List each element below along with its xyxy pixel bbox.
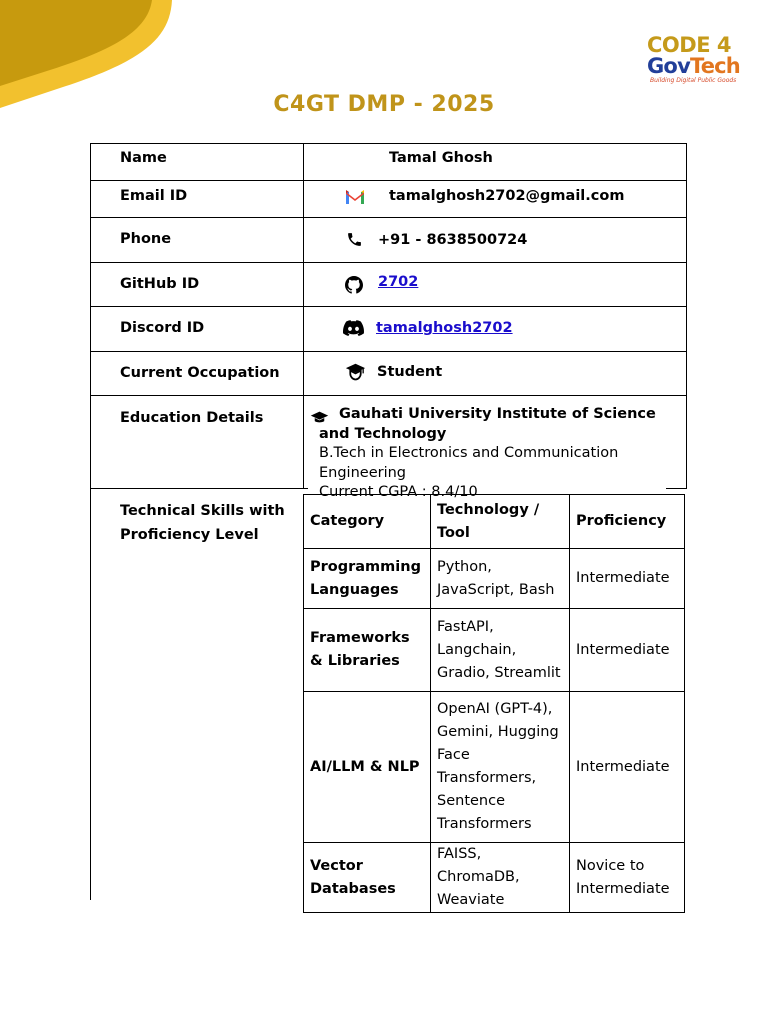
column-divider (303, 143, 304, 488)
skill-tools: OpenAI (GPT-4), Gemini, Hugging Face Transformers, Sentence Transformers (431, 692, 570, 843)
row-divider (90, 306, 687, 307)
skill-tools: FastAPI, Langchain, Gradio, Streamlit (431, 609, 570, 692)
skill-category: Vector Databases (304, 843, 431, 913)
skills-table (303, 494, 685, 913)
page-title: C4GT DMP - 2025 (273, 92, 495, 117)
table-row (304, 843, 685, 913)
row-divider (90, 180, 687, 181)
degree: B.Tech in Electronics and Communication Engineering (319, 445, 619, 481)
email-value: tamalghosh2702@gmail.com (389, 188, 625, 204)
github-label: GitHub ID (120, 276, 200, 292)
skill-category: Programming Languages (304, 549, 431, 609)
skill-level: Novice to Intermediate (570, 843, 685, 913)
table-border-top (90, 143, 687, 144)
university-name: Gauhati University Institute of Science and Technology (319, 406, 656, 442)
phone-label: Phone (120, 231, 172, 247)
skills-header-row (304, 495, 685, 549)
discord-icon (343, 320, 364, 336)
header-proficiency: Proficiency (570, 495, 685, 549)
cgpa: Current CGPA : 8.4/10 (319, 484, 478, 500)
skill-level: Intermediate (570, 549, 685, 609)
table-row (304, 549, 685, 609)
table-row (304, 609, 685, 692)
row-divider (90, 351, 687, 352)
discord-label: Discord ID (120, 320, 205, 336)
row-divider (90, 262, 687, 263)
discord-link[interactable]: tamalghosh2702 (376, 320, 513, 336)
github-link[interactable]: 2702 (378, 274, 419, 290)
skills-label: Technical Skills with Proficiency Level (120, 503, 285, 543)
skill-tools: FAISS, ChromaDB, Weaviate (431, 843, 570, 913)
occupation-value: Student (377, 364, 443, 380)
occupation-label: Current Occupation (120, 365, 280, 381)
table-border-right (686, 143, 687, 488)
code4govtech-logo: CODE 4 GovTech Building Digital Public Goods (647, 33, 740, 84)
row-divider (90, 488, 308, 489)
header-category: Category (304, 495, 431, 549)
skill-level: Intermediate (570, 692, 685, 843)
table-row (304, 692, 685, 843)
name-label: Name (120, 150, 167, 166)
email-label: Email ID (120, 188, 188, 204)
gmail-icon (346, 190, 364, 204)
education-label: Education Details (120, 410, 264, 426)
header-tool: Technology / Tool (431, 495, 570, 549)
row-divider (90, 217, 687, 218)
education-details (319, 405, 679, 500)
name-value: Tamal Ghosh (389, 150, 493, 166)
row-divider (90, 395, 687, 396)
skill-tools: Python, JavaScript, Bash (431, 549, 570, 609)
skill-level: Intermediate (570, 609, 685, 692)
skill-category: Frameworks & Libraries (304, 609, 431, 692)
github-icon (345, 276, 363, 294)
graduation-cap-icon (345, 362, 366, 383)
table-border-left (90, 143, 91, 900)
phone-icon (346, 231, 363, 248)
phone-value: +91 - 8638500724 (378, 232, 528, 248)
skill-category: AI/LLM & NLP (304, 692, 431, 843)
